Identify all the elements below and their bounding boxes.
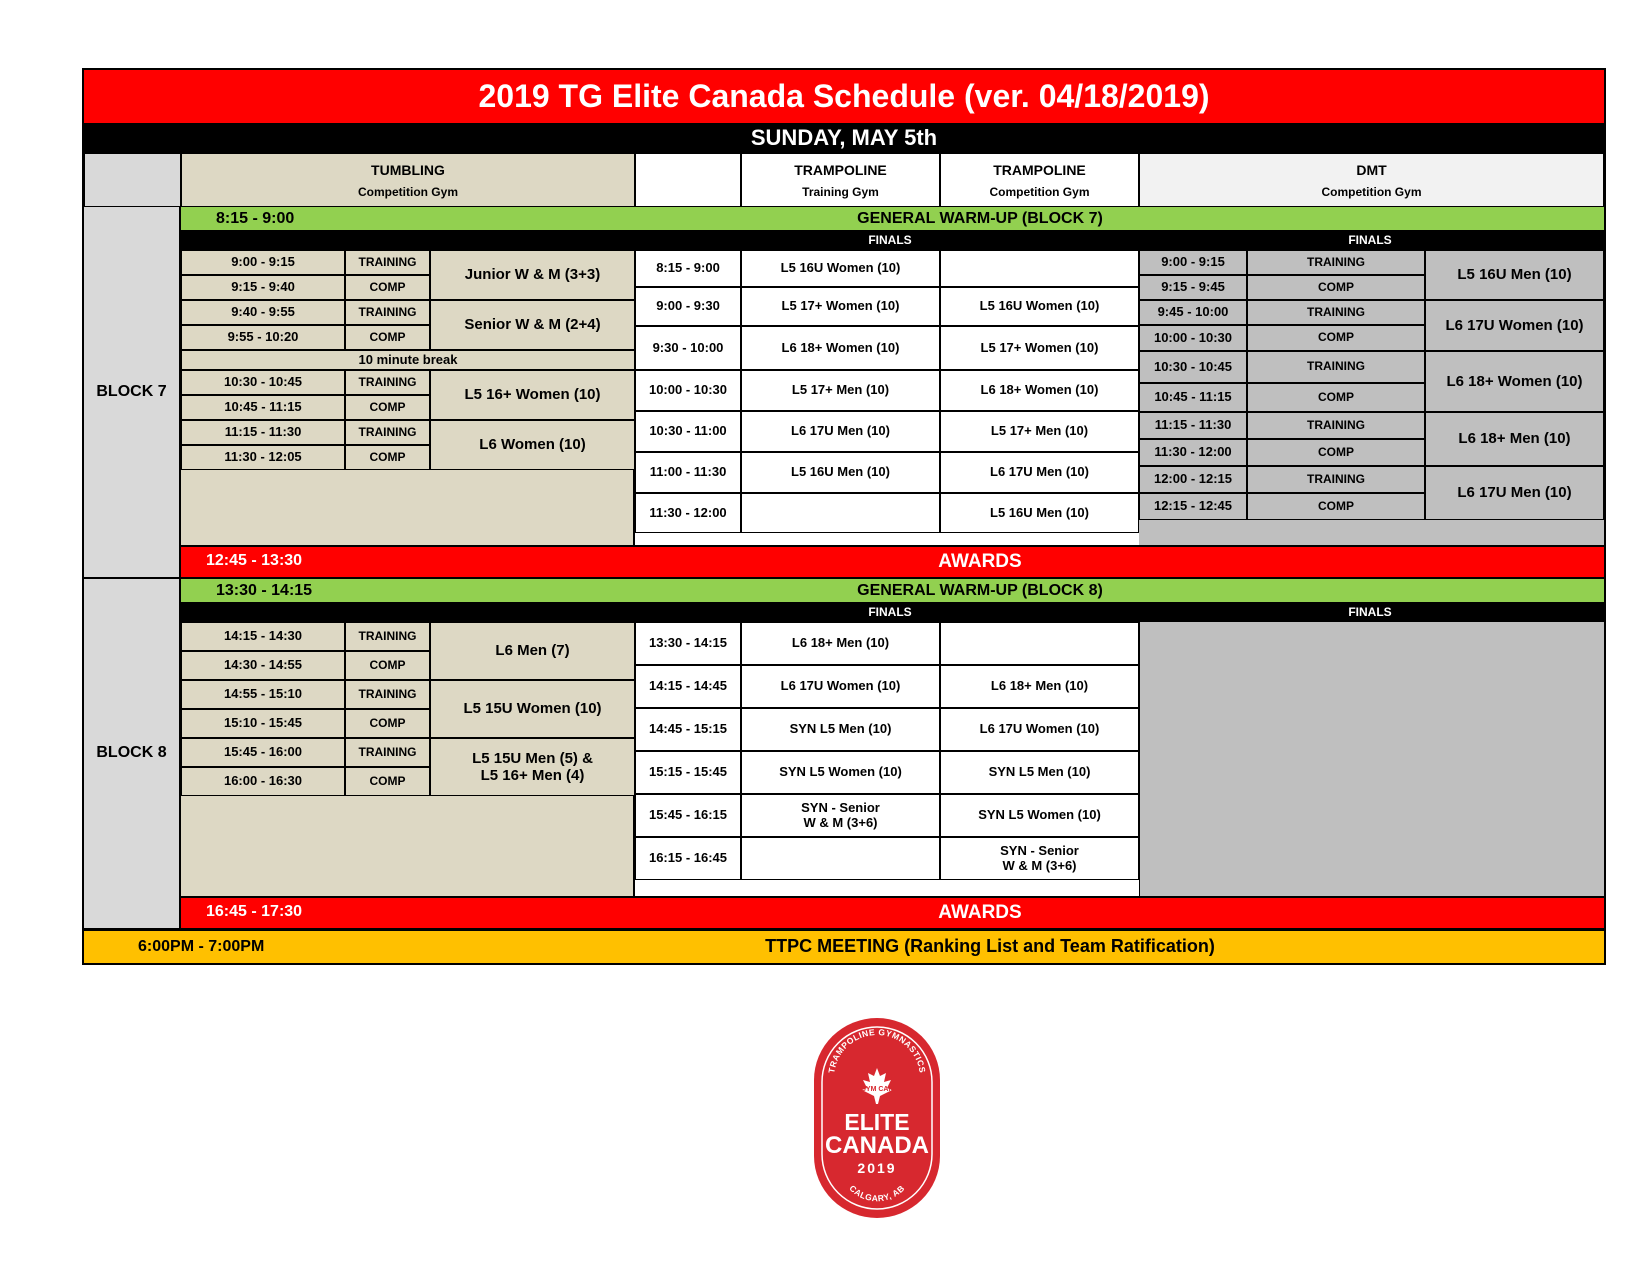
tumbling-time: 10:30 - 10:45 bbox=[181, 370, 345, 395]
tumbling-event bbox=[430, 680, 635, 738]
tumbling-phase: COMP bbox=[345, 767, 430, 796]
dmt-time: 9:00 - 9:15 bbox=[1139, 250, 1247, 275]
tramp-training-event bbox=[741, 493, 940, 533]
tumbling-time: 15:45 - 16:00 bbox=[181, 738, 345, 767]
header-corner bbox=[84, 153, 181, 207]
tumbling-time: 9:00 - 9:15 bbox=[181, 250, 345, 275]
tumbling-phase: TRAINING bbox=[345, 738, 430, 767]
awards-time: 12:45 - 13:30 bbox=[206, 552, 303, 569]
logo-year: 2019 bbox=[857, 1160, 897, 1176]
dmt-time: 11:15 - 11:30 bbox=[1139, 412, 1247, 439]
header-gym: Competition Gym bbox=[989, 185, 1090, 200]
cell-text: L6 17U Men (10) bbox=[791, 423, 890, 439]
tumbling-time: 11:15 - 11:30 bbox=[181, 420, 345, 445]
tumbling-time: 9:55 - 10:20 bbox=[181, 325, 345, 350]
tumbling-phase: TRAINING bbox=[345, 300, 430, 325]
tramp-training-event bbox=[741, 751, 940, 794]
cell-text: L5 17+ Men (10) bbox=[990, 423, 1089, 439]
tumbling-phase: COMP bbox=[345, 275, 430, 300]
cell-text: L5 15U Women (10) bbox=[463, 700, 602, 718]
cell-text: L5 17+ Women (10) bbox=[781, 298, 900, 314]
cell-text: L6 17U Men (10) bbox=[990, 464, 1089, 480]
tumbling-break: 10 minute break bbox=[181, 350, 635, 370]
logo-arc-bottom: CALGARY, AB bbox=[847, 1182, 907, 1204]
dmt-phase: TRAINING bbox=[1247, 412, 1425, 439]
block-label: BLOCK 7 bbox=[84, 207, 181, 579]
tumbling-time: 16:00 - 16:30 bbox=[181, 767, 345, 796]
tumbling-phase: COMP bbox=[345, 709, 430, 738]
tramp-training-event bbox=[741, 837, 940, 880]
tramp-comp-event bbox=[940, 287, 1139, 326]
awards-time: 16:45 - 17:30 bbox=[206, 903, 303, 920]
warmup-time: 13:30 - 14:15 bbox=[216, 582, 313, 599]
tramp-time: 14:15 - 14:45 bbox=[635, 665, 741, 708]
tramp-comp-event bbox=[940, 622, 1139, 665]
cell-text: L5 15U Men (5) & L5 16+ Men (4) bbox=[472, 749, 593, 784]
warmup-label: GENERAL WARM-UP (BLOCK 8) bbox=[857, 581, 1103, 599]
tramp-training-event bbox=[741, 411, 940, 452]
logo-badge: GYM CAN bbox=[860, 1086, 894, 1093]
tramp-time: 15:45 - 16:15 bbox=[635, 794, 741, 837]
dmt-event: L6 17U Men (10) bbox=[1425, 466, 1604, 520]
cell-text: L6 Men (7) bbox=[495, 642, 570, 660]
dmt-event: L5 16U Men (10) bbox=[1425, 250, 1604, 300]
cell-text: Senior W & M (2+4) bbox=[464, 316, 601, 334]
tumbling-phase: TRAINING bbox=[345, 370, 430, 395]
dmt-time: 10:45 - 11:15 bbox=[1139, 383, 1247, 412]
dmt-phase: COMP bbox=[1247, 383, 1425, 412]
tumbling-time: 14:30 - 14:55 bbox=[181, 651, 345, 680]
header-label: TRAMPOLINE bbox=[794, 161, 887, 178]
header-dmt bbox=[1139, 153, 1604, 207]
logo-arc-top: TRAMPOLINE GYMNASTICS bbox=[826, 1026, 928, 1074]
cell-text: Junior W & M (3+3) bbox=[464, 266, 601, 284]
day-title: SUNDAY, MAY 5th bbox=[84, 123, 1604, 153]
header-label: TRAMPOLINE bbox=[993, 161, 1086, 178]
tumbling-time: 15:10 - 15:45 bbox=[181, 709, 345, 738]
cell-text: SYN - Senior W & M (3+6) bbox=[1000, 842, 1079, 873]
tramp-time: 8:15 - 9:00 bbox=[635, 250, 741, 287]
tumbling-time: 10:45 - 11:15 bbox=[181, 395, 345, 420]
dmt-phase: TRAINING bbox=[1247, 250, 1425, 275]
cell-text: L5 17+ Men (10) bbox=[791, 382, 890, 398]
dmt-time: 12:15 - 12:45 bbox=[1139, 493, 1247, 520]
tramp-comp-event bbox=[940, 452, 1139, 493]
awards-label: AWARDS bbox=[938, 551, 1022, 573]
header-label: TUMBLING bbox=[371, 161, 445, 178]
cell-text: L6 18+ Men (10) bbox=[990, 678, 1089, 694]
header-gym: Training Gym bbox=[802, 185, 879, 200]
tramp-training-event bbox=[741, 622, 940, 665]
tumbling-phase: TRAINING bbox=[345, 622, 430, 651]
cell-text: L5 16U Men (10) bbox=[791, 464, 890, 480]
tramp-training-event bbox=[741, 708, 940, 751]
tumbling-phase: COMP bbox=[345, 395, 430, 420]
tumbling-phase: TRAINING bbox=[345, 420, 430, 445]
cell-text: L5 16U Women (10) bbox=[780, 260, 901, 276]
tumbling-time: 11:30 - 12:05 bbox=[181, 445, 345, 470]
dmt-region-empty bbox=[1139, 622, 1604, 896]
tramp-training-event bbox=[741, 665, 940, 708]
dmt-event: L6 18+ Women (10) bbox=[1425, 351, 1604, 412]
tramp-training-event bbox=[741, 794, 940, 837]
dmt-event: L6 17U Women (10) bbox=[1425, 300, 1604, 351]
dmt-phase: COMP bbox=[1247, 493, 1425, 520]
tramp-comp-event bbox=[940, 708, 1139, 751]
tumbling-phase: COMP bbox=[345, 651, 430, 680]
cell-text: SYN L5 Women (10) bbox=[978, 807, 1101, 823]
finals-label-tramp: FINALS bbox=[868, 232, 912, 247]
tramp-comp-event bbox=[940, 751, 1139, 794]
tramp-time: 16:15 - 16:45 bbox=[635, 837, 741, 880]
tramp-comp-event bbox=[940, 665, 1139, 708]
cell-text: L5 16+ Women (10) bbox=[464, 386, 601, 404]
cell-text: SYN L5 Men (10) bbox=[988, 764, 1091, 780]
tramp-time: 9:30 - 10:00 bbox=[635, 326, 741, 370]
tramp-training-event bbox=[741, 250, 940, 287]
cell-text: L5 16U Men (10) bbox=[990, 504, 1089, 520]
header-tumbling bbox=[181, 153, 635, 207]
tramp-time: 11:30 - 12:00 bbox=[635, 493, 741, 533]
tumbling-time: 14:55 - 15:10 bbox=[181, 680, 345, 709]
tumbling-event bbox=[430, 250, 635, 300]
tramp-training-event bbox=[741, 370, 940, 411]
tumbling-event bbox=[430, 300, 635, 350]
finals-label-dmt: FINALS bbox=[1348, 604, 1392, 619]
header-gym: Competition Gym bbox=[1321, 185, 1422, 200]
tramp-time: 10:30 - 11:00 bbox=[635, 411, 741, 452]
dmt-phase: TRAINING bbox=[1247, 351, 1425, 383]
tumbling-event bbox=[430, 622, 635, 680]
cell-text: SYN L5 Men (10) bbox=[789, 721, 892, 737]
dmt-phase: COMP bbox=[1247, 275, 1425, 300]
tramp-comp-event bbox=[940, 250, 1139, 287]
cell-text: L5 16U Women (10) bbox=[979, 298, 1100, 314]
dmt-time: 11:30 - 12:00 bbox=[1139, 439, 1247, 466]
awards-label: AWARDS bbox=[938, 902, 1022, 924]
finals-label-tramp: FINALS bbox=[868, 604, 912, 619]
page-title: 2019 TG Elite Canada Schedule (ver. 04/18/2019) bbox=[84, 70, 1604, 123]
tumbling-phase: TRAINING bbox=[345, 250, 430, 275]
tramp-training-event bbox=[741, 452, 940, 493]
tramp-time: 9:00 - 9:30 bbox=[635, 287, 741, 326]
tumbling-phase: TRAINING bbox=[345, 680, 430, 709]
logo-line2: CANADA bbox=[825, 1132, 929, 1159]
tramp-comp-event bbox=[940, 493, 1139, 533]
dmt-time: 12:00 - 12:15 bbox=[1139, 466, 1247, 493]
dmt-phase: TRAINING bbox=[1247, 466, 1425, 493]
dmt-time: 9:45 - 10:00 bbox=[1139, 300, 1247, 325]
tumbling-event bbox=[430, 420, 635, 470]
cell-text: L5 17+ Women (10) bbox=[980, 339, 1099, 355]
dmt-phase: COMP bbox=[1247, 325, 1425, 351]
tramp-comp-event bbox=[940, 837, 1139, 880]
tumbling-time: 9:15 - 9:40 bbox=[181, 275, 345, 300]
cell-text: L6 18+ Women (10) bbox=[781, 339, 900, 355]
cell-text: SYN - Senior W & M (3+6) bbox=[801, 799, 880, 830]
tramp-comp-event bbox=[940, 794, 1139, 837]
dmt-time: 10:00 - 10:30 bbox=[1139, 325, 1247, 351]
cell-text: SYN L5 Women (10) bbox=[779, 764, 902, 780]
finals-label-dmt: FINALS bbox=[1348, 232, 1392, 247]
tramp-training-event bbox=[741, 287, 940, 326]
meeting-label: TTPC MEETING (Ranking List and Team Ratification) bbox=[765, 936, 1215, 957]
tramp-time: 11:00 - 11:30 bbox=[635, 452, 741, 493]
cell-text: L6 18+ Women (10) bbox=[980, 382, 1099, 398]
header-time bbox=[635, 153, 741, 207]
tumbling-time: 9:40 - 9:55 bbox=[181, 300, 345, 325]
header-gym: Competition Gym bbox=[357, 185, 458, 200]
cell-text: L6 Women (10) bbox=[479, 436, 586, 454]
tumbling-event bbox=[430, 370, 635, 420]
dmt-phase: TRAINING bbox=[1247, 300, 1425, 325]
tramp-time: 14:45 - 15:15 bbox=[635, 708, 741, 751]
dmt-event: L6 18+ Men (10) bbox=[1425, 412, 1604, 466]
cell-text: L6 17U Women (10) bbox=[979, 721, 1100, 737]
tramp-training-event bbox=[741, 326, 940, 370]
dmt-time: 10:30 - 10:45 bbox=[1139, 351, 1247, 383]
tramp-time: 15:15 - 15:45 bbox=[635, 751, 741, 794]
tramp-comp-event bbox=[940, 370, 1139, 411]
header-tramp-training bbox=[741, 153, 940, 207]
tumbling-phase: COMP bbox=[345, 325, 430, 350]
tumbling-phase: COMP bbox=[345, 445, 430, 470]
header-tramp-comp bbox=[940, 153, 1139, 207]
dmt-time: 9:15 - 9:45 bbox=[1139, 275, 1247, 300]
dmt-phase: COMP bbox=[1247, 439, 1425, 466]
warmup-label: GENERAL WARM-UP (BLOCK 7) bbox=[857, 209, 1103, 227]
tramp-comp-event bbox=[940, 411, 1139, 452]
warmup-time: 8:15 - 9:00 bbox=[216, 210, 295, 227]
cell-text: L6 17U Women (10) bbox=[780, 678, 901, 694]
logo-line1: ELITE bbox=[844, 1109, 910, 1135]
tramp-time: 13:30 - 14:15 bbox=[635, 622, 741, 665]
tramp-time: 10:00 - 10:30 bbox=[635, 370, 741, 411]
meeting-time: 6:00PM - 7:00PM bbox=[138, 938, 265, 955]
tumbling-event bbox=[430, 738, 635, 796]
header-label: DMT bbox=[1356, 161, 1387, 178]
elite-canada-logo bbox=[812, 1018, 942, 1218]
block-label: BLOCK 8 bbox=[84, 579, 181, 930]
cell-text: L6 18+ Men (10) bbox=[791, 635, 890, 651]
tumbling-time: 14:15 - 14:30 bbox=[181, 622, 345, 651]
tramp-comp-event bbox=[940, 326, 1139, 370]
